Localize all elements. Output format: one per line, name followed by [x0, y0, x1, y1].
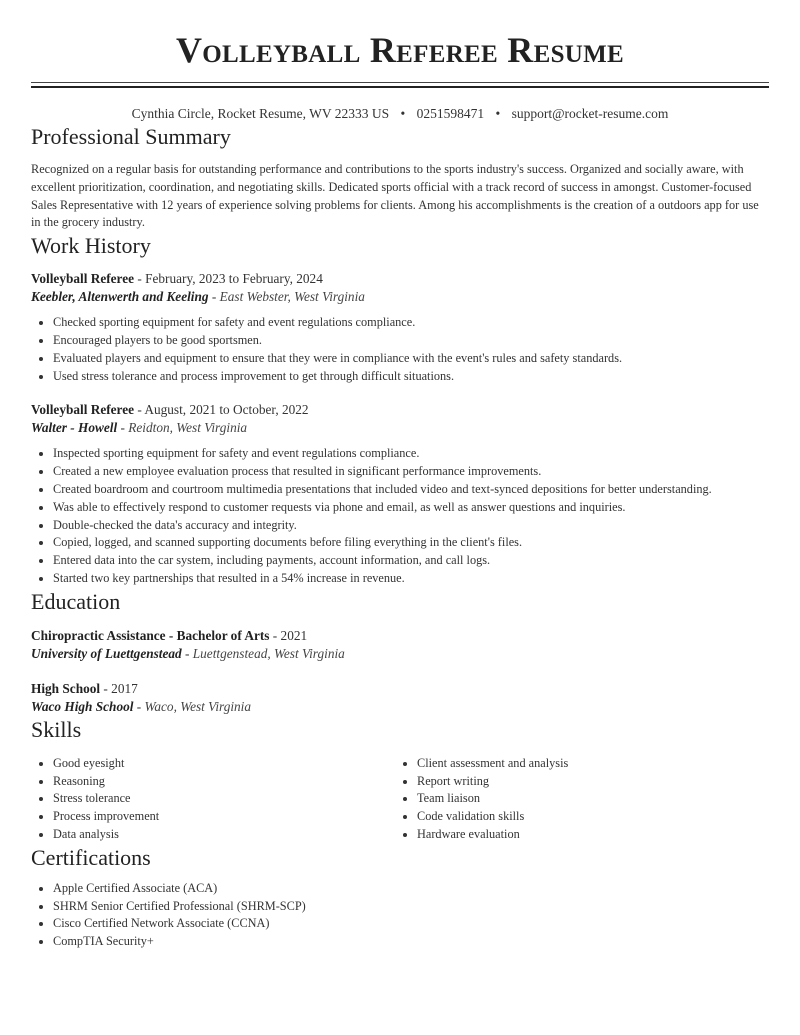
contact-line — [31, 105, 769, 123]
job-dates: February, 2023 to February, 2024 — [145, 271, 323, 287]
contact-address: Cynthia Circle, Rocket Resume, WV 22333 US — [131, 106, 390, 121]
job-bullet: • Inspected sporting equipment for safety and event regulations compliance. — [53, 445, 769, 463]
certification-item: • Apple Certified Associate (ACA) — [53, 880, 769, 898]
skills-left-column — [31, 755, 395, 844]
job-title-line — [31, 401, 769, 419]
job-company-line — [31, 419, 769, 437]
bullet-separator-icon: • — [495, 106, 501, 121]
degree-line — [31, 627, 769, 645]
skills-heading: Skills — [31, 716, 82, 742]
contact-email[interactable]: support@rocket-resume.com — [511, 106, 669, 121]
education-entry — [31, 627, 769, 663]
summary-section — [31, 123, 769, 232]
certification-item: • Cisco Certified Network Associate (CCNA) — [53, 915, 769, 933]
education-entry — [31, 680, 769, 716]
job-company: Keebler, Altenwerth and Keeling — [31, 289, 209, 305]
certifications-heading: Certifications — [31, 844, 151, 870]
skill-item: • Process improvement — [53, 808, 395, 826]
certification-item: • SHRM Senior Certified Professional (SHRM-SCP) — [53, 898, 769, 916]
job-dates: August, 2021 to October, 2022 — [144, 402, 309, 418]
dash: - — [117, 420, 129, 436]
resume-title: Volleyball Referee Resume — [175, 30, 625, 70]
job-entry — [31, 401, 769, 587]
skill-item: • Good eyesight — [53, 755, 395, 773]
degree: High School — [31, 680, 101, 696]
degree: Chiropractic Assistance - Bachelor of Arts — [31, 627, 270, 643]
job-bullet: • Evaluated players and equipment to ensure that they were in compliance with the event's rules and safety standards. — [53, 350, 769, 368]
dash: - — [134, 402, 145, 418]
job-location: Reidton, West Virginia — [128, 420, 248, 436]
skills-section — [31, 716, 769, 844]
education-heading: Education — [31, 588, 121, 614]
job-bullet: • Checked sporting equipment for safety and event regulations compliance. — [53, 314, 769, 332]
work-history-section — [31, 232, 769, 588]
header-double-rule — [31, 82, 769, 88]
job-bullets — [31, 445, 769, 587]
skill-item: • Hardware evaluation — [417, 826, 769, 844]
skill-item: • Report writing — [417, 773, 769, 791]
skill-item: • Reasoning — [53, 773, 395, 791]
graduation-year: 2017 — [111, 680, 138, 696]
school-location: Luettgenstead, West Virginia — [192, 645, 345, 661]
certifications-list — [31, 880, 769, 951]
dash: - — [133, 698, 145, 714]
job-bullet: • Double-checked the data's accuracy and integrity. — [53, 517, 769, 535]
job-bullet: • Encouraged players to be good sportsmen. — [53, 332, 769, 350]
job-bullet: • Used stress tolerance and process improvement to get through difficult situations. — [53, 368, 769, 386]
skill-item: • Team liaison — [417, 790, 769, 808]
job-bullet: • Created boardroom and courtroom multimedia presentations that included video and text-synced depositions for better understanding. — [53, 481, 769, 499]
school-name: University of Luettgenstead — [31, 645, 182, 661]
work-history-heading: Work History — [31, 233, 151, 259]
bullet-separator-icon: • — [400, 106, 406, 121]
dash: - — [134, 271, 146, 287]
contact-phone: 0251598471 — [416, 106, 485, 121]
job-company-line — [31, 288, 769, 306]
dash: - — [208, 289, 220, 305]
job-company: Walter - Howell — [31, 420, 118, 436]
job-bullet: • Was able to effectively respond to customer requests via phone and email, as well as answer questions and inquiries. — [53, 499, 769, 517]
summary-text: Recognized on a regular basis for outstanding performance and contributions to the sports industry's success. Organized and socially aware, with excellent prioritization, coordination, and negotiating skills. Dedicated sports official with a track record of success in amongst. Customer-focused Sales Representative with 12 years of experience solving problems for clients. Among his accomplishments is the creation of a outdoors app for use in the grocery industry. — [31, 162, 759, 230]
job-title: Volleyball Referee — [31, 402, 135, 418]
school-name: Waco High School — [31, 698, 134, 714]
school-line — [31, 698, 769, 716]
certification-item: • CompTIA Security+ — [53, 933, 769, 951]
dash: - — [100, 680, 112, 696]
job-bullet: • Entered data into the car system, including payments, account information, and call logs. — [53, 552, 769, 570]
certifications-section — [31, 844, 769, 951]
graduation-year: 2021 — [280, 627, 308, 643]
job-bullet: • Created a new employee evaluation process that resulted in significant performance improvements. — [53, 463, 769, 481]
school-line — [31, 645, 769, 663]
dash: - — [269, 627, 281, 643]
job-bullet: • Started two key partnerships that resulted in a 54% increase in revenue. — [53, 570, 769, 588]
skill-item: • Data analysis — [53, 826, 395, 844]
school-location: Waco, West Virginia — [144, 698, 252, 714]
skills-grid — [31, 755, 769, 844]
job-entry — [31, 270, 769, 385]
skills-right-column — [395, 755, 769, 844]
job-bullet: • Copied, logged, and scanned supporting documents before filing everything in the client's files. — [53, 534, 769, 552]
skill-item: • Code validation skills — [417, 808, 769, 826]
job-location: East Webster, West Virginia — [219, 289, 365, 305]
skill-item: • Stress tolerance — [53, 790, 395, 808]
job-title-line — [31, 270, 769, 288]
job-bullets — [31, 314, 769, 385]
degree-line — [31, 680, 769, 698]
skill-item: • Client assessment and analysis — [417, 755, 769, 773]
dash: - — [181, 645, 193, 661]
header-rule-thick — [31, 86, 769, 88]
summary-heading: Professional Summary — [31, 124, 231, 149]
education-section — [31, 588, 769, 716]
job-title: Volleyball Referee — [31, 271, 135, 287]
